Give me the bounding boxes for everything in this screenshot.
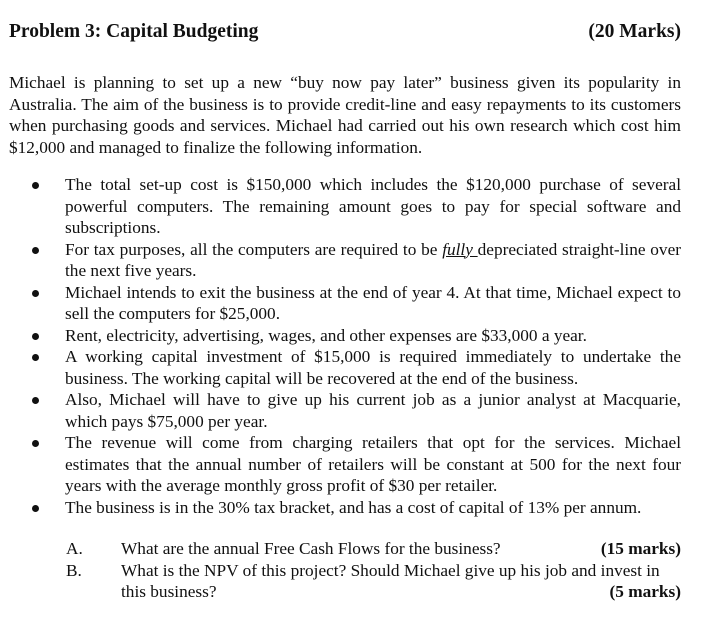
list-item-text: Also, Michael will have to give up his current job as a junior analyst at Macquarie, which pays $75,000 per year. (65, 390, 681, 431)
list-item (9, 174, 681, 239)
problem-marks: (20 Marks) (588, 21, 681, 42)
intro-paragraph: Michael is planning to set up a new “buy now pay later” business given its popularity in Australia. The aim of the business is to provide credit-line and easy repayments to its customers when purchasing goods and services. Michael had carried out his own research which cost him $12,000 and managed to finalize the following information. (9, 73, 681, 157)
question-letter: A. (66, 539, 83, 558)
list-item-text-after: depreciated straight-line over the next five years. (65, 239, 681, 280)
question-marks: (5 marks) (609, 582, 681, 601)
bullet-icon (32, 247, 39, 254)
list-item (9, 432, 681, 497)
list-item-text: A working capital investment of $15,000 is required immediately to undertake the business. The working capital will be recovered at the end of the business. (65, 347, 681, 388)
list-item-text: Michael intends to exit the business at the end of year 4. At that time, Michael expect to sell the computers for $25,000. (65, 282, 681, 323)
question-letter: B. (66, 560, 82, 580)
question-text: What is the NPV of this project? Should Michael give up his job and invest in this business? (121, 560, 660, 601)
list-item (9, 282, 681, 325)
list-item-text-before: For tax purposes, all the computers are required to be (65, 239, 443, 259)
list-item (9, 497, 681, 519)
bullet-icon (32, 182, 39, 189)
question-marks: (15 marks) (600, 539, 681, 558)
question-a (9, 538, 681, 560)
questions-list (9, 538, 681, 603)
list-item-text: The business is in the 30% tax bracket, and has a cost of capital of 13% per annum. (65, 497, 642, 517)
bullet-icon (32, 440, 39, 447)
list-item-text: The total set-up cost is $150,000 which includes the $120,000 purchase of several powerful computers. The remaining amount goes to pay for special software and subscriptions. (65, 175, 681, 237)
bullet-icon (32, 354, 39, 361)
question-b (9, 560, 681, 603)
list-item-text: Rent, electricity, advertising, wages, and other expenses are $33,000 a year. (65, 325, 587, 345)
document-page (9, 20, 681, 603)
problem-header (9, 20, 681, 44)
bullet-icon (32, 333, 39, 340)
assumptions-list (9, 174, 681, 518)
question-text: What are the annual Free Cash Flows for the business? (121, 539, 501, 558)
bullet-icon (32, 505, 39, 512)
bullet-icon (32, 397, 39, 404)
list-item-text: The revenue will come from charging retailers that opt for the services. Michael estimates that the annual number of retailers will be constant at 500 for the next four years with the average monthly gross profit of $30 per retailer. (65, 433, 681, 495)
problem-title: Problem 3: Capital Budgeting (9, 21, 259, 42)
list-item (9, 389, 681, 432)
list-item (9, 325, 681, 347)
list-item (9, 346, 681, 389)
bullet-icon (32, 290, 39, 297)
list-item-emphasis: fully (442, 239, 478, 259)
list-item (9, 239, 681, 282)
